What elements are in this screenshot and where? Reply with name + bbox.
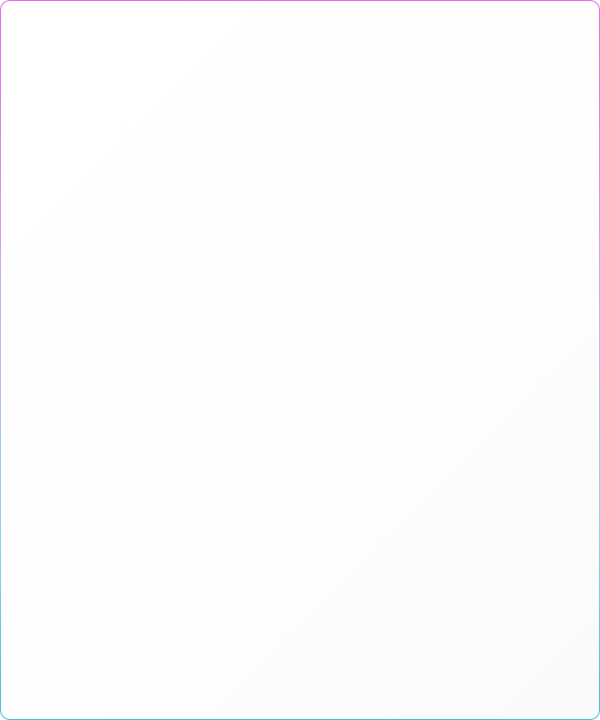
empty-card: [1, 1, 599, 719]
